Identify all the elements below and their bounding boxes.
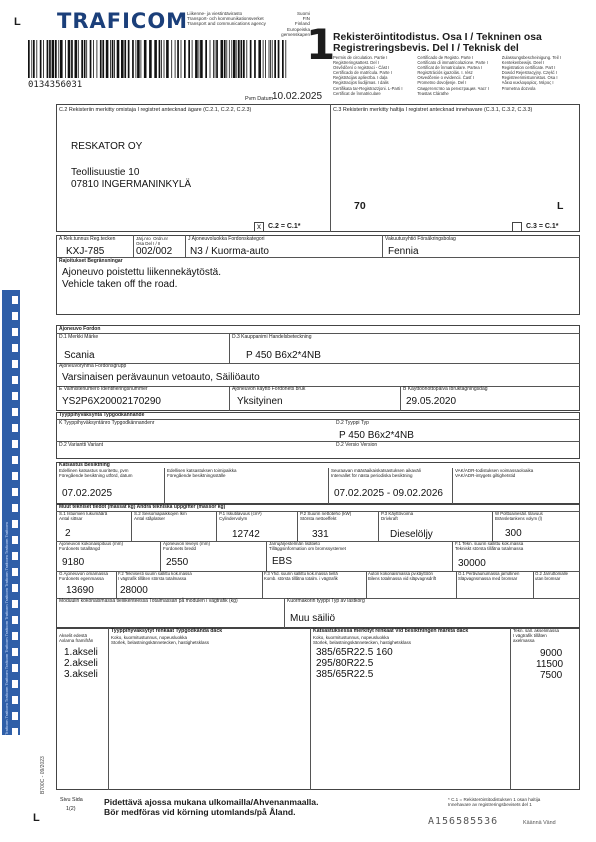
reg-number: KXJ-785 [66,246,105,257]
c3-label: C.3 Rekisteriin merkitty haltija I registret antecknad innehavare (C.3.1, C.3.2, C.3.3) [333,107,533,113]
barcode-number: 0134356031 [28,80,83,90]
seats: 2 [65,528,71,539]
barcode-bar [65,40,66,78]
barcode-bar [199,40,200,78]
order-number: 002/002 [136,246,173,257]
sidebar-stripe [12,696,18,704]
trailer-use-mass-label: Auton kokonaismassa pv.käyttöön Bilens totalmassa vid släpvagnsdrift [368,571,437,581]
tank-volume-label: W Polttoainesäil. tilavuus Bränsletankens volym (l) [495,511,543,521]
translation-line: Certificat de înmatriculare. Partea I [417,65,483,71]
length-label: Ajoneuvon kokonaispituus (mm) Fordonets totallängd [59,541,124,551]
translation-line: Prometno dovoljenje. Del I [417,80,467,86]
page-number: 1(2) [66,806,76,812]
variant-label: D.2 Variantti Variant [59,442,104,448]
security-sidebar [2,290,20,735]
barcode-bar [144,40,147,78]
barcode-bar [124,40,126,78]
vin-label: E Valmistenumero Identifieringsnummer [59,386,148,392]
barcode-bar [224,40,226,78]
barcode-bar [243,40,245,78]
barcode-bar [272,40,273,78]
trade-name: P 450 B6x2*4NB [246,350,321,361]
barcode-bar [181,40,182,78]
axle-1: 1.akseli [64,647,98,658]
translation-line: Osvědčení o registraci - Část I [333,65,390,71]
corner-mark-bottom-left: L [33,812,40,824]
displacement: 12742 [232,529,260,540]
axle-2: 2.akseli [64,658,98,669]
translation-line: Osvedčenie o evidencii. Časť I [417,75,475,81]
next-inspection-label: Seuraavan määräaikaiskatsastuksen aikaväli Intervallet för nästa periodiska besiktning [331,468,421,478]
brake-info-label: Jarrujärjestelmän lisätieto Tilläggsinformation om bromssystemet [269,541,346,551]
barcode-bar [171,40,172,78]
barcode-bar [31,40,32,78]
technical-block [56,504,580,628]
own-mass: 13690 [66,585,94,596]
barcode-bar [269,40,270,78]
translation-line: Certifikata tar-Registrazzjoni. L-Parti I [333,85,403,91]
traficom-logo: TRAFICOM [57,9,189,33]
sidebar-stripe [12,360,18,368]
barcode-bar [246,40,247,78]
country-names: Suomi FIN Finland Europeiska gemenskapen [281,11,310,37]
vin: YS2P6X20002170290 [62,396,161,407]
sidebar-stripe [12,472,18,480]
make-label: D.1 Merkki Märke [59,334,99,340]
tyre-axle-2: 295/80R22.5 [316,658,374,669]
barcode-bar [114,40,115,78]
barcode-bar [28,40,30,78]
barcode-bar [233,40,236,78]
holder-number: 70 [354,200,366,212]
barcode-bar [149,40,152,78]
translation-line: Prometna dozvola [501,85,536,91]
sidebar-stripe [12,440,18,448]
barcode-bar [47,40,49,78]
barcode-bar [93,40,94,78]
barcode-bar [188,40,190,78]
c2-label: C.2 Rekisteriin merkitty omistaja I registret antecknad ägare (C.2.1, C.2.2, C.2.3) [59,107,252,113]
approved-tyres-sub: Koko, kuormitustunnus, nopeusluokka Storlek, belastningskännetecken, hastighetsklass [111,635,210,645]
barcode-bar [254,40,256,78]
sidebar-stripe [12,344,18,352]
barcode-bar [52,40,55,78]
barcode-bar [71,40,73,78]
barcode-bar [241,40,243,78]
c3-checkbox[interactable] [512,222,522,232]
barcode-bar [121,40,124,78]
order-number-label: Järj.nro Ordn.nr Osa Del I / II [136,236,168,246]
barcode-bar [154,40,157,78]
vehicle-group-label: Ajoneuvoryhmä Fordonsgrupp [59,363,127,369]
sidebar-stripe [12,296,18,304]
title-translations [333,55,583,96]
barcode-bar [161,40,162,78]
barcode-bar [100,40,102,78]
barcode-bar [216,40,218,78]
translation-line: Certificato di immatricolazione. Parte I [417,60,488,66]
sidebar-stripe [12,408,18,416]
sidebar-stripe [12,584,18,592]
c3-check-label: C.3 = C.1* [526,223,559,230]
next-inspection-interval: 07.02.2025 - 09.02.2026 [334,488,443,499]
tech-max-mass-label: F.1 Tekn. suurin sallittu kok.massa Tekniskt största tillåtna totalmassa [455,541,524,551]
translation-line: Registreringsattest. Del I [333,60,379,66]
issue-date: 10.02.2025 [272,91,323,102]
translation-line: Permis de circulation. Partie I [333,55,388,60]
max-mass: 28000 [120,585,148,596]
sidebar-stripe [12,536,18,544]
sidebar-stripe [12,568,18,576]
corner-mark-top-left: L [14,16,21,28]
tank-volume: 300 [505,528,522,539]
sidebar-stripe [12,424,18,432]
max-mass-label: F.2 Teknisesti suurin sallittu kok.massa I vägtrafik tillåten största totalmassa [118,571,192,581]
barcode-bar [81,40,83,78]
vehicle-use-label: Ajoneuvon käyttö Fordonets bruk [232,386,306,392]
sidebar-stripe [12,664,18,672]
sidebar-stripe [12,312,18,320]
vehicle-use: Yksityinen [237,396,283,407]
translation-line: Άδεια κυκλοφορίας. Μέρος I [501,80,554,86]
barcode-bar [75,40,78,78]
last-inspection-label: Edellinen katsastus suoritettu, pvm Föregående besiktning utförd, datum [59,468,133,478]
barcode-bar [274,40,276,78]
sidebar-stripe [12,728,18,735]
width-label: Ajoneuvon leveys (mm) Fordonets bredd [163,541,211,551]
barcode-bar [192,40,193,78]
displacement-label: P.1 Iskutilavuus (cm³) Cylindervolym [219,511,262,521]
barcode-bar [55,40,57,78]
sidebar-stripe [12,376,18,384]
barcode-bar [110,40,111,78]
vehicle-type: P 450 B6x2*4NB [339,430,414,441]
body-type: Muu säiliö [290,613,336,624]
c2-check-label: C.2 = C.1* [268,223,301,230]
power-label: P.2 Suurin nettoteho (kW) Största nettoeffekt [300,511,352,521]
barcode-bar [117,40,120,78]
sidebar-watermark-text: Traficom Traficom Traficom Traficom Traficom Traficom Traficom Traficom Traficom Traficom Traficom Traficom Traficom [4,522,9,735]
page-label: Sivu Sida [60,797,83,803]
vehicle-class-label: J Ajoneuvoluokka Fordonskategori [188,236,265,242]
translation-line: Registracijos liudijimas. I dalis [333,80,389,86]
barcode-bar [84,40,86,78]
barcode-bar [278,40,280,78]
agency-names: Liikenne- ja viestintävirasto Transport- och kommunikationsverket Transport and communications agency [187,11,266,27]
translation-line: Registreerimistunnistus. Osa I [501,75,558,81]
barcode-bar [60,40,63,78]
sidebar-stripe [12,520,18,528]
translation-line: Certificado de Registo. Parte I [417,55,474,60]
barcode-bar [213,40,214,78]
barcode-bar [229,40,230,78]
barcode-bar [210,40,211,78]
type-approval-number-label: K Tyyppihyväksyntänro Typgodkännandenr [59,420,155,426]
certificate-title: Rekisteröintitodistus. Osa I / Tekninen osa Registreringsbevis. Del I / Teknisk del [333,32,542,54]
last-inspection-date: 07.02.2025 [62,488,113,499]
barcode-bar [258,40,261,78]
combo-mass-label: F.3 Yhd. suurin sallittu kok.massa tiellä Komb. största tillåtna totalm. i vägtrafik [264,571,338,581]
barcode-bar [36,40,37,78]
barcode-bar [200,40,203,78]
barcode-bar [141,40,142,78]
sidebar-stripe [12,616,18,624]
brake-info: EBS [272,556,293,567]
technical-section-label: Muut tekniset tiedot (massat kg) Andra tekniska uppgifter (massor kg) [59,504,226,510]
barcode-bar [195,40,198,78]
c2-checkbox[interactable]: x [254,222,264,232]
barcode-bar [40,40,42,78]
footer-notice: Pidettävä ajossa mukana ulkomailla/Ahvenanmaalla. Bör medföras vid körning utomlands/på Åland. [104,797,319,817]
unbraked-trailer-label: O.2 Jarruttomalle utan bromsar [535,571,568,581]
sidebar-stripe [12,600,18,608]
barcode-bar [250,40,252,78]
owner-address-street: Teollisuustie 10 [71,167,140,178]
tyre-axle-1: 385/65R22.5 160 [316,647,393,658]
sidebar-stripe [12,456,18,464]
barcode-bar [159,40,161,78]
tech-max-mass: 30000 [458,558,486,569]
barcode-bar [285,40,286,78]
barcode-bar [137,40,140,78]
tyre-axle-3: 385/65R22.5 [316,669,374,680]
barcode-bar [236,40,237,78]
trade-name-label: D.3 Kauppanimi Handelsbeteckning [232,334,312,340]
sidebar-stripe [12,488,18,496]
vehicle-group: Varsinaisen perävaunun vetoauto, Säiliöauto [62,372,260,383]
barcode-bar [43,40,44,78]
braked-trailer-label: O.1 Perävaunumassa jarrullinen Släpvagnsmassa med bromsar [458,571,520,581]
barcode-bar [238,40,240,78]
restriction-line-fi: Ajoneuvo poistettu liikennekäytöstä. [62,267,221,278]
vehicle-make: Scania [64,350,95,361]
reg-number-label: A Rek.tunnus Reg.tecken [59,236,116,242]
restrictions-label: Rajoitukset Begränsningar [59,258,123,264]
restriction-line-en: Vehicle taken off the road. [62,279,178,290]
owner-address-city: 07810 INGERMANINKYLÄ [71,179,192,190]
date-label: Pvm Datum [245,96,274,102]
barcode-bar [49,40,51,78]
vehicle-class: N3 / Kuorma-auto [190,246,269,257]
translation-line: Teastas Clárathe [417,90,449,96]
fuel: Dieselöljy [390,529,433,540]
axle-mass-3: 7500 [540,670,563,681]
barcode-bar [231,40,232,78]
fuel-label: P.3 Käyttövoima Drivkraft [381,511,414,521]
translation-line: Свидетелство за регистрация. Част I [417,85,490,91]
vehicle-section-label: Ajoneuvo Fordon [59,326,101,332]
standing-label: S.2 Seisomapaikkojen lkm Antal ståplatser [134,511,187,521]
adr-label: VAK/ADR-todistuksen voimassaoloaika VAK/ADR-intygets giltighetstid [455,468,534,478]
barcode-bar [33,40,35,78]
barcode-bar [282,40,284,78]
translation-line: Regisztrációs igazolás. I. rész [417,70,473,76]
translation-line: Registration certificate. Part I [501,65,556,71]
seats-label: S.1 Istuimien lukumäärä Antal sittsar [59,511,108,521]
sidebar-stripe [12,392,18,400]
barcode-bar [68,40,71,78]
insurance-company: Fennia [388,246,419,257]
barcode-bar [177,40,179,78]
barcode-bar [184,40,186,78]
barcode-bar [86,40,87,78]
barcode-bar [270,40,271,78]
barcode [28,40,290,78]
barcode-bar [78,40,79,78]
barcode-bar [97,40,98,78]
sidebar-stripe [12,632,18,640]
barcode-bar [205,40,207,78]
first-registration-date: 29.05.2020 [406,396,457,407]
inspected-tyres-header: Katsastuksessa merkityt renkaat Vid besiktningen märkta däck [313,628,469,634]
barcode-bar [226,40,227,78]
barcode-bar [221,40,224,78]
axle-3: 3.akseli [64,669,98,680]
barcode-bar [175,40,176,78]
axles-label: Akselit edestä Axlarna framifrån [59,633,94,643]
type-approval-section-label: Tyyppihyväksyntä Typgodkännande [59,412,145,418]
approved-tyres-header: Tyyppihyväksytyt renkaat Typgodkända däck [111,628,223,634]
serial-number: A156585536 [428,816,499,827]
barcode-bar [263,40,264,78]
power: 331 [312,529,329,540]
translation-line: Zulassungsbescheinigung. Teil I [501,55,561,60]
sidebar-stripe [12,328,18,336]
part-number: 1 [306,20,336,69]
barcode-bar [265,40,266,78]
width: 2550 [166,557,189,568]
sidebar-stripe [12,552,18,560]
form-code: B700C - 09/2023 [40,756,46,794]
turn-page-label: Käännä Vänd [523,820,556,826]
sidebar-stripe [12,680,18,688]
barcode-bar [132,40,134,78]
barcode-bar [166,40,169,78]
axle-mass-2: 11500 [536,659,564,670]
translation-line: Dowód Rejestracyjny. Część I [501,70,557,76]
first-registration-label: B Käyttöönottopäivä Ibruktagningsdag [403,386,488,392]
version-label: D.2 Versio Version [336,442,378,448]
inspection-station-label: Edellisen katsastuksen toimipaikka Föregående besiktningsställe [167,468,237,478]
barcode-bar [90,40,92,78]
sidebar-stripe [12,712,18,720]
barcode-bar [136,40,137,78]
owner-name: RESKATOR OY [71,141,143,152]
translation-line: Certificat de înmatriculare [333,90,381,96]
barcode-bar [215,40,216,78]
barcode-bar [102,40,104,78]
sidebar-stripe [12,504,18,512]
footer-note: * C.1 = Rekisteröintitodistuksen 1 osan haltija Innehavare av registreringsbevisets del 1 [448,797,541,808]
axle-mass-header: Tekn. sall. akselimassa I vägtrafik tillåten axelmassa [513,628,560,643]
barcode-bar [128,40,130,78]
translation-line: Reģistrācijas apliecība. I daļa [333,75,388,81]
inspection-section-label: Katsastus Besiktning [59,462,110,468]
own-mass-label: G Ajoneuvon omamassa Fordonets egenmassa [59,571,109,581]
translation-line: Certificado de matrícula. Parte I [333,70,392,76]
insurance-label: Vakuutusyhtiö Försäkringsbolag [385,236,456,242]
sidebar-stripe [12,648,18,656]
barcode-bar [58,40,59,78]
barcode-bar [164,40,165,78]
length: 9180 [62,557,85,568]
axle-mass-1: 9000 [540,648,563,659]
type-label: D.2 Tyyppi Typ [336,420,369,426]
barcode-bar [112,40,114,78]
module-mass-label: Moduulin kokonaismassa tieliikenteessä Totalmassan på modulen i vägtrafik (kg) [59,598,238,604]
inspected-tyres-sub: Koko, kuormitustunnus, nopeusluokka Storlek, belastningskännetecken, hastighetsklass [313,635,412,645]
translation-line: Kentekenbewijs. Deel I [501,60,545,66]
barcode-bar [106,40,109,78]
holder-corner-letter: L [557,200,564,212]
body-type-label: Kuormakorin tyyppi Typ av lastkorg [287,598,365,604]
